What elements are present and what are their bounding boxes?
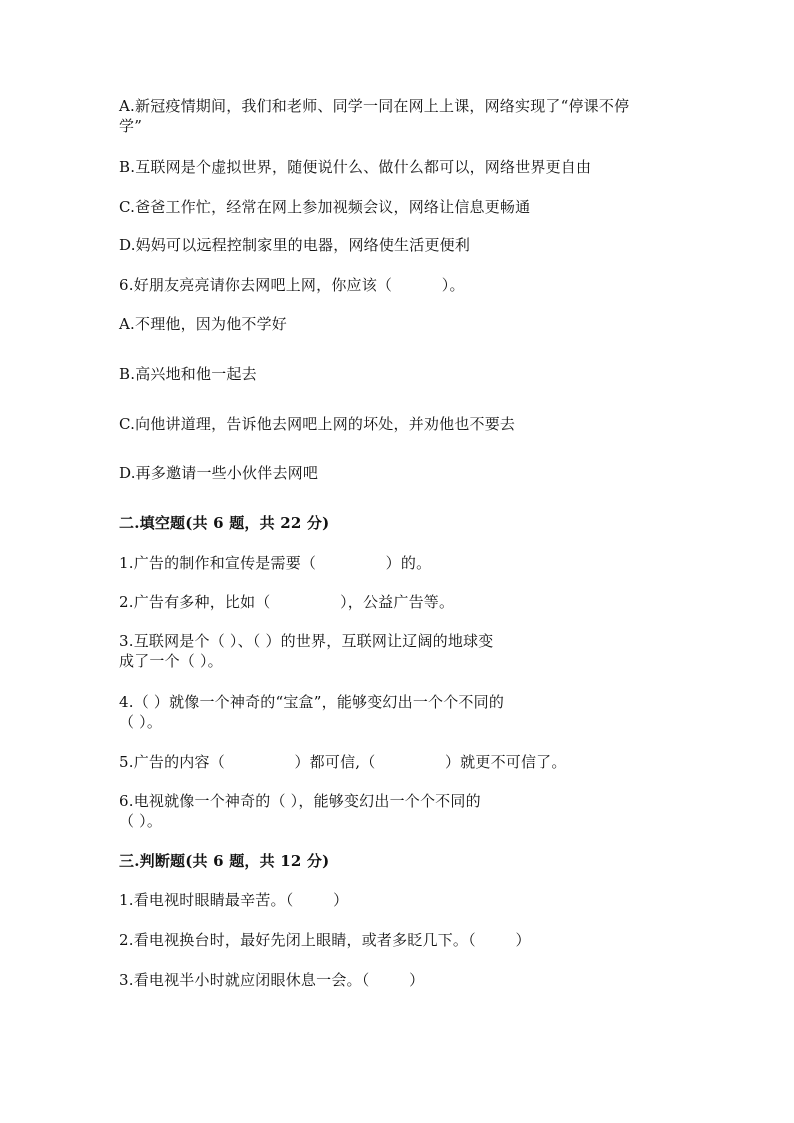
q5-option-c: C.爸爸工作忙，经常在网上参加视频会议，网络让信息更畅通 xyxy=(119,198,531,216)
fill-blank-q6: 6.电视就像一个神奇的（ ），能够变幻出一个个不同的 （ ）。 xyxy=(119,792,481,830)
fill-blank-q2: 2.广告有多种，比如（ ），公益广告等。 xyxy=(119,593,455,611)
true-false-q1: 1.看电视时眼睛最辛苦。（ ） xyxy=(119,891,349,909)
q6-option-d: D.再多邀请一些小伙伴去网吧 xyxy=(119,464,319,482)
q6-option-a: A.不理他，因为他不学好 xyxy=(119,315,288,333)
fill-blank-q1: 1.广告的制作和宣传是需要（ ）的。 xyxy=(119,554,432,572)
true-false-q3: 3.看电视半小时就应闭眼休息一会。（ ） xyxy=(119,971,425,989)
q6-option-b: B.高兴地和他一起去 xyxy=(119,365,257,383)
fill-blank-q5: 5.广告的内容（ ）都可信,（ ）就更不可信了。 xyxy=(119,753,567,771)
q5-option-d: D.妈妈可以远程控制家里的电器，网络使生活更便利 xyxy=(119,236,471,254)
q6-stem: 6.好朋友亮亮请你去网吧上网，你应该（ ）。 xyxy=(119,276,465,294)
q5-option-b: B.互联网是个虚拟世界，随便说什么、做什么都可以，网络世界更自由 xyxy=(119,158,592,176)
q6-option-c: C.向他讲道理，告诉他去网吧上网的坏处，并劝他也不要去 xyxy=(119,415,516,433)
fill-blank-q4: 4.（ ）就像一个神奇的“宝盒”，能够变幻出一个个不同的 （ ）。 xyxy=(119,693,505,731)
q5-option-a: A.新冠疫情期间，我们和老师、同学一同在网上上课，网络实现了“停课不停 学” xyxy=(119,97,630,135)
fill-blank-q3: 3.互联网是个（ ）、（ ）的世界，互联网让辽阔的地球变 成了一个（ ）。 xyxy=(119,632,494,670)
fill-blank-heading: 二.填空题(共 6 题，共 22 分) xyxy=(119,514,330,532)
true-false-q2: 2.看电视换台时，最好先闭上眼睛，或者多眨几下。（ ） xyxy=(119,931,531,949)
true-false-heading: 三.判断题(共 6 题，共 12 分) xyxy=(119,852,330,870)
